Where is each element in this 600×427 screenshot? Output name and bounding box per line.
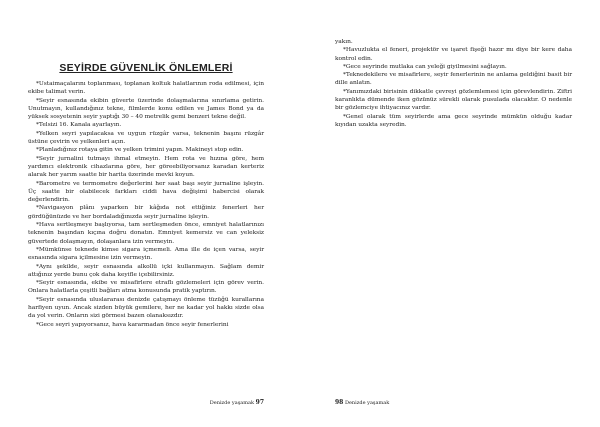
paragraph: *Gece seyrinde mutlaka can yeleği giyilmesini sağlayın. [343, 63, 507, 70]
page-title: SEYİRDE GÜVENLİK ÖNLEMLERİ [59, 62, 233, 74]
paragraph: *Seyir jurnalini tutmayı ihmal etmeyin. Hem rota ve hızına göre, hem yardımcı elektronik cihazlarına göre, her göreebiliyorsanız karadan kerteriz alarak her yarım saatte bir harita üzerinde mevki koyun. [28, 155, 264, 179]
left-text-column [28, 80, 264, 329]
paragraph: *Yelken seyri yapılacaksa ve uygun rüzgâr varsa, teknenin başını rüzgâr üstüne çevirin ve yelkenleri açın. [28, 130, 264, 146]
paragraph: *Seyir esnasında ekibin güverte üzerinde dolaşmalarına sınırlama getirin. Unutmayın, kullandığınız tekne, filmlerde konu edilen ve James Bond ya da yüksek sosyetenin seyir yaptığı 30 – 40 metrelik gemi benzeri tekne değil. [28, 97, 264, 121]
paragraph: *Seyir esnasında uluslararası denizde çatışmayı önleme tüzüğü kurallarına harfiyen uyun. Ancak sizden büyük gemilere, her ne kadar yol hakkı sizde olsa da yol verin. Onların sizi görmesi bazen olanaksızdır. [28, 296, 264, 320]
paragraph: *Yanımızdaki birisinin dikkatle çevreyi gözlemlemesi için görevlendirin. Ziftri karanlıkta dümende iken gözünüz sürekli olarak pusulada olacaktır. O nedenle bir gözlemciye ihtiyacınız vardır. [335, 88, 572, 112]
paragraph: *Navigasyon plânı yaparken bir kâğıda not ettiğiniz fenerleri her gördüğünüzde ve her bordaladığınızda seyir jurnaline işleyin. [28, 205, 264, 220]
paragraph: *Planladığınız rotaya gitin ve yelken trimini yapın. Makineyi stop edin. [36, 147, 244, 154]
right-page-footer [335, 399, 389, 406]
paragraph: *Genel olarak tüm seyirlerde ama gece seyrinde mümkün olduğu kadar kıyıdan uzakta seyredin. [335, 113, 572, 128]
paragraph: yakın. [335, 39, 353, 45]
paragraph: *Mümkünse teknede kimse sigara içmemeli. Ama ille de içen varsa, seyir esnasında sigara içilmesine izin vermeyin. [28, 246, 264, 262]
paragraph: *Aynı şekilde, seyir esnasında alkollü içki kullanmayın. Sağlam demir attığınız yerde bunu çok daha keyifle içebilirsiniz. [28, 263, 264, 278]
paragraph: *Ustaimaçalarını toplanması, toplanan koltuk halatlarının roda edilmesi, için ekibe talimat verin. [28, 81, 264, 96]
footer-book-title: Denizde yaşamak [344, 400, 390, 406]
paragraph: *Hava sertleşmeye başlıyorsa, tam sertleşmeden önce, emniyet halatlarınızı teknenin başından kıçına doğru donatın. Emniyet kemersiz ve can yeleksiz güvertede dolaşmayın, dolaşanlara izin vermeyin. [28, 222, 264, 245]
footer-book-title: Denizde yaşamak [209, 400, 255, 406]
page-number: 98 [335, 399, 344, 406]
paragraph: *Telsizi 16. Kanala ayarlayın. [36, 122, 122, 129]
paragraph: *Havuzlukta el feneri, projektör ve işaret fişeği hazır mı diye bir kere daha kontrol edin. [335, 47, 572, 62]
paragraph: *Gece seyri yapıyorsanız, hava kararmadan önce seyir fenerlerini [36, 321, 229, 328]
left-page-footer [210, 399, 264, 406]
right-page [300, 0, 600, 427]
right-text-column [335, 38, 572, 129]
paragraph: *Teknedekilere ve misafirlere, seyir fenerlerinin ne anlama geldiğini basit bir dille anlatın. [335, 72, 572, 87]
paragraph: *Barometre ve termometre değerlerini her saat başı seyir jurnaline işleyin. Üç saatte bir olabilecek farkları ciddi hava değişimi habercisi olarak değerlendirin. [28, 180, 264, 204]
paragraph: *Seyir esnasında, ekibe ve misafirlere etraflı gözlemeleri için görev verin. Onlara halatlarla çeşitli bağları atma konusunda pratik yaptırın. [28, 280, 264, 295]
page-number: 97 [255, 399, 264, 406]
